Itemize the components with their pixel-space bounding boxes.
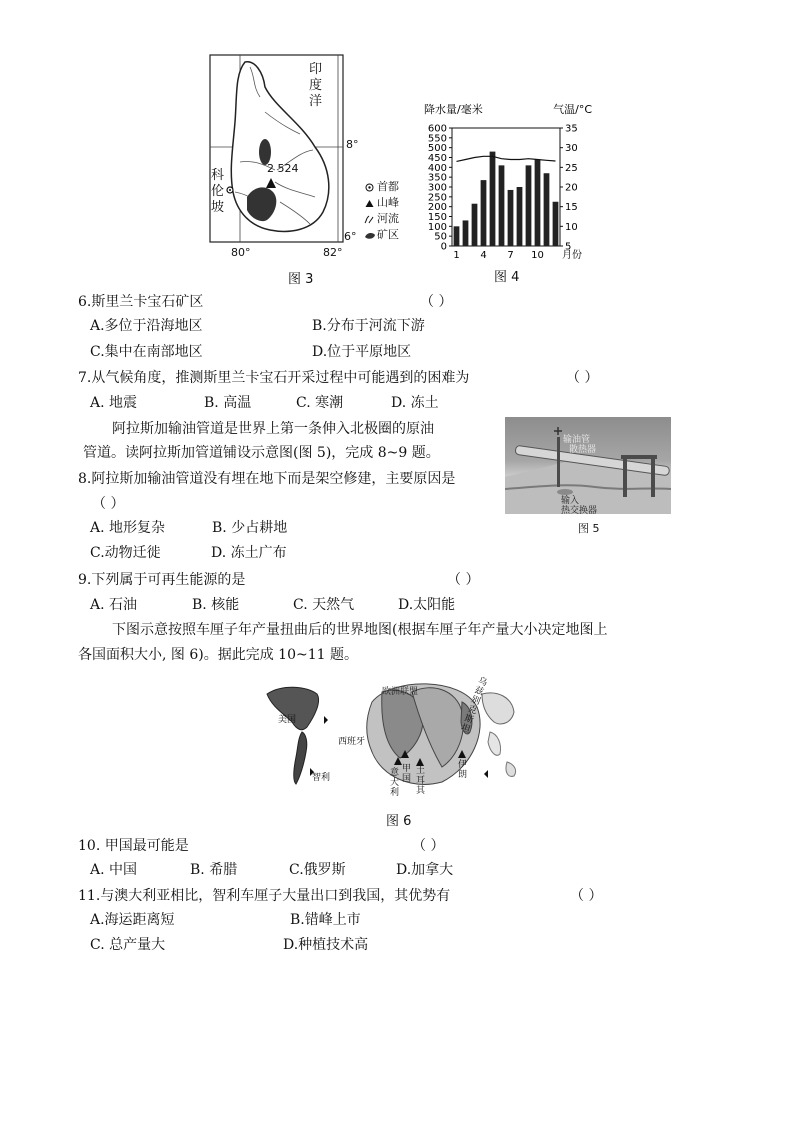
label-turkey: 土耳其 <box>416 766 426 796</box>
y-right-tick-label: 20 <box>565 182 578 194</box>
lat-8: 8° <box>346 138 359 151</box>
figure-4-chart <box>420 100 595 265</box>
figure-6-map <box>262 672 532 800</box>
figure-5-photo <box>505 417 671 514</box>
figure-6-caption: 图 6 <box>386 814 412 829</box>
legend-label: 矿区 <box>377 228 399 241</box>
y-right-tick-label: 10 <box>565 221 578 233</box>
y-right-tick-label: 35 <box>565 123 578 135</box>
y-left-tick-label: 250 <box>427 192 447 204</box>
q10-option-b[interactable]: B. 希腊 <box>190 862 238 878</box>
legend-label: 河流 <box>377 212 399 225</box>
q9-option-b[interactable]: B. 核能 <box>192 597 240 613</box>
question-8-stem: 8.阿拉斯加输油管道没有埋在地下而是架空修建，主要原因是 <box>78 471 456 487</box>
y-left-tick-label: 500 <box>427 143 447 155</box>
y-left-tick-label: 100 <box>427 221 447 233</box>
q11-option-c[interactable]: C. 总产量大 <box>90 937 166 953</box>
lon-82: 82° <box>323 246 343 259</box>
chart-ylabel-right: 气温/°C <box>553 103 592 116</box>
question-10-bracket[interactable]: （ ） <box>412 838 445 854</box>
q7-option-d[interactable]: D. 冻土 <box>391 395 439 411</box>
x-tick-label: 7 <box>507 250 514 261</box>
q9-option-d[interactable]: D.太阳能 <box>398 597 456 613</box>
question-7-stem: 7.从气候角度，推测斯里兰卡宝石开采过程中可能遇到的困难为 <box>78 370 470 386</box>
precipitation-bar <box>490 152 496 246</box>
y-left-tick-label: 150 <box>427 212 447 223</box>
climate-chart-svg <box>420 100 595 265</box>
q6-option-d[interactable]: D.位于平原地区 <box>312 344 412 360</box>
question-9-stem: 9.下列属于可再生能源的是 <box>78 572 246 588</box>
figure-4-caption: 图 4 <box>494 270 520 285</box>
precipitation-bar <box>544 173 550 246</box>
y-right-tick-label: 15 <box>565 202 578 214</box>
chart-ylabel-left: 降水量/毫米 <box>424 103 483 116</box>
label-country-jia: 甲国 <box>402 764 412 784</box>
figure-5-caption: 图 5 <box>578 522 600 535</box>
ocean-label: 印度洋 <box>309 62 323 109</box>
label-italy: 意大利 <box>390 768 400 798</box>
question-6-stem: 6.斯里兰卡宝石矿区 <box>78 294 204 310</box>
pipeline-label-4: 热交换器 <box>561 506 598 514</box>
precipitation-bar <box>499 165 505 246</box>
y-left-tick-label: 0 <box>440 241 447 253</box>
temperature-line <box>457 156 556 161</box>
precipitation-bar <box>508 190 514 246</box>
q8-option-d[interactable]: D. 冻土广布 <box>211 545 287 561</box>
passage-alaska-line1: 阿拉斯加输油管道是世界上第一条伸入北极圈的原油 <box>112 421 434 437</box>
y-left-tick-label: 450 <box>427 153 447 164</box>
legend-label: 首都 <box>377 180 399 193</box>
y-left-tick-label: 50 <box>434 231 447 243</box>
label-spain: 西班牙 <box>338 737 366 747</box>
chart-xlabel: 月份 <box>562 250 582 261</box>
question-11-stem: 11.与澳大利亚相比，智利车厘子大量出口到我国，其优势有 <box>78 888 451 904</box>
precipitation-bar <box>526 165 532 246</box>
precipitation-bar <box>472 204 478 246</box>
q6-option-b[interactable]: B.分布于河流下游 <box>312 318 425 334</box>
precipitation-bar <box>454 226 460 246</box>
y-left-tick-label: 350 <box>427 172 447 184</box>
precipitation-bar <box>463 220 469 246</box>
label-chile: 智利 <box>312 773 331 783</box>
y-left-tick-label: 300 <box>427 182 447 194</box>
legend-label: 山峰 <box>377 196 399 209</box>
x-tick-label: 10 <box>531 250 544 261</box>
question-6 <box>78 292 203 312</box>
y-left-tick-label: 200 <box>427 202 447 214</box>
q9-option-a[interactable]: A. 石油 <box>90 597 138 613</box>
question-8-bracket[interactable]: （ ） <box>92 496 125 512</box>
passage-cherry-line2: 各国面积大小, 图 6)。据此完成 10~11 题。 <box>78 647 358 663</box>
x-tick-label: 1 <box>453 250 460 261</box>
capital-label: 科伦坡 <box>211 168 225 215</box>
question-11-bracket[interactable]: （ ） <box>570 888 603 904</box>
y-left-tick-label: 400 <box>427 162 447 174</box>
q10-option-a[interactable]: A. 中国 <box>90 862 138 878</box>
passage-alaska-line2: 管道。读阿拉斯加管道铺设示意图(图 5)，完成 8~9 题。 <box>83 445 440 461</box>
q7-option-b[interactable]: B. 高温 <box>204 395 252 411</box>
y-right-tick-label: 5 <box>565 241 572 253</box>
precipitation-bar <box>535 159 541 246</box>
q10-option-c[interactable]: C.俄罗斯 <box>289 862 346 878</box>
q7-option-c[interactable]: C. 寒潮 <box>296 395 344 411</box>
q10-option-d[interactable]: D.加拿大 <box>396 862 454 878</box>
q8-option-c[interactable]: C.动物迁徙 <box>90 545 161 561</box>
precipitation-bar <box>553 202 559 246</box>
lat-6: 6° <box>344 230 357 243</box>
q8-option-a[interactable]: A. 地形复杂 <box>90 520 166 536</box>
y-left-tick-label: 550 <box>427 133 447 145</box>
question-6-bracket[interactable]: （ ） <box>420 294 453 310</box>
label-usa: 美国 <box>278 715 297 725</box>
passage-cherry-line1: 下图示意按照车厘子年产量扭曲后的世界地图(根据车厘子年产量大小决定地图上 <box>112 622 608 638</box>
lon-80: 80° <box>231 246 251 259</box>
q11-option-d[interactable]: D.种植技术高 <box>283 937 369 953</box>
precipitation-bar <box>481 180 487 246</box>
q11-option-b[interactable]: B.错峰上市 <box>290 912 361 928</box>
question-7-bracket[interactable]: （ ） <box>566 370 599 386</box>
peak-elevation: 2 524 <box>267 162 299 175</box>
question-10-stem: 10. 甲国最可能是 <box>78 838 189 854</box>
y-left-tick-label: 600 <box>427 123 447 135</box>
precipitation-bar <box>517 187 523 246</box>
figure-3-caption: 图 3 <box>288 272 314 287</box>
pipeline-label-1: 输油管 <box>563 435 591 445</box>
question-9-bracket[interactable]: （ ） <box>447 572 480 588</box>
q7-option-a[interactable]: A. 地震 <box>90 395 138 411</box>
q6-option-a[interactable]: A.多位于沿海地区 <box>90 318 203 334</box>
mine-icon <box>364 225 376 244</box>
q6-option-c[interactable]: C.集中在南部地区 <box>90 344 203 360</box>
q11-option-a[interactable]: A.海运距离短 <box>90 912 175 928</box>
x-tick-label: 4 <box>480 250 487 261</box>
q8-option-b[interactable]: B. 少占耕地 <box>212 520 288 536</box>
pipeline-label-3: 输入 <box>561 496 580 506</box>
y-right-tick-label: 30 <box>565 143 578 155</box>
pipeline-label-2: 散热器 <box>569 445 597 455</box>
y-right-tick-label: 25 <box>565 162 578 174</box>
label-iran: 伊朗 <box>458 760 468 780</box>
label-eu: 欧洲联盟 <box>382 687 419 697</box>
q9-option-c[interactable]: C. 天然气 <box>293 597 355 613</box>
label-uzbekistan: 乌兹别克斯坦 <box>459 676 489 736</box>
